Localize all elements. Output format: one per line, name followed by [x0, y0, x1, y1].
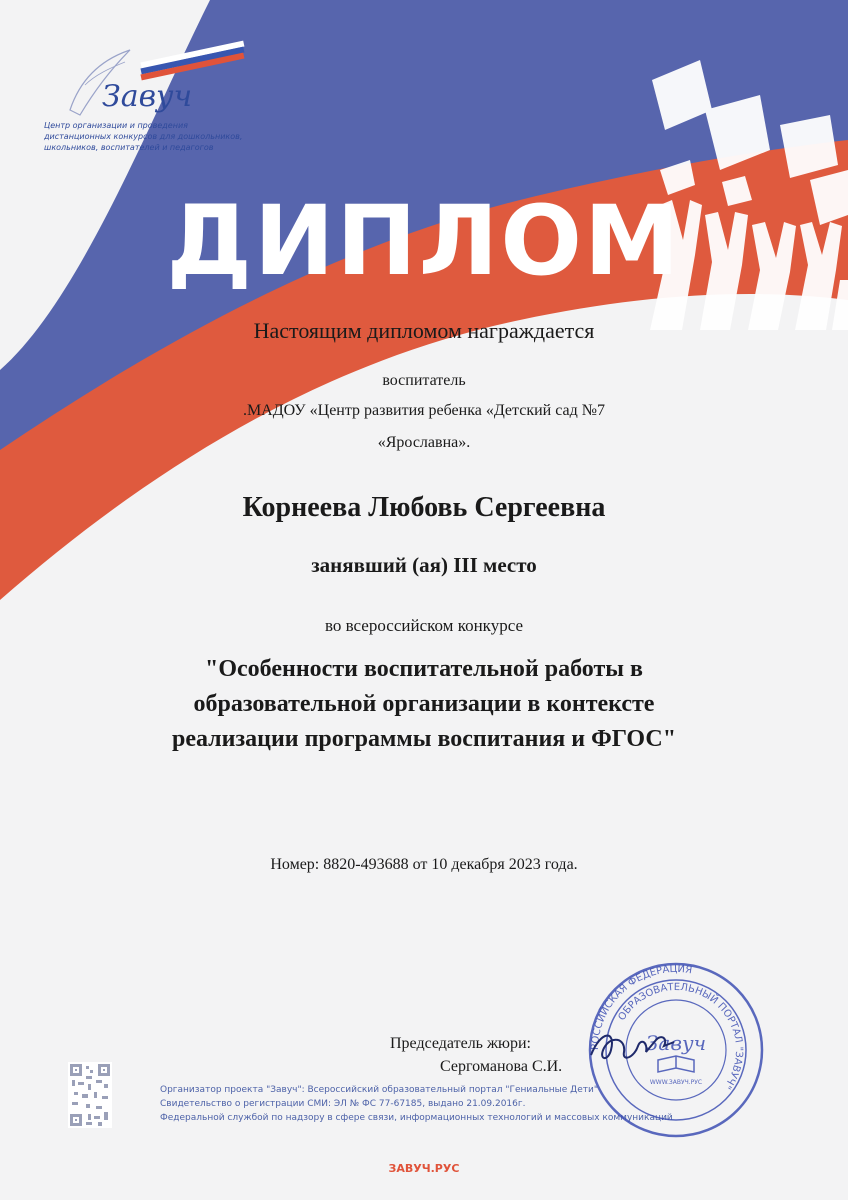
stamp-outer-text: РОССИЙСКАЯ ФЕДЕРАЦИЯ	[589, 963, 693, 1051]
award-place: занявший (ая) III место	[311, 553, 537, 577]
contest-topic-line: реализации программы воспитания и ФГОС"	[171, 726, 677, 752]
organizer-info-line: Свидетельство о регистрации СМИ: ЭЛ № ФС 77-67185, выдано 21.09.2016г.	[160, 1099, 526, 1109]
logo-subtitle-line: школьников, воспитателей и педагогов	[44, 143, 214, 152]
stamp-inner-text: ОБРАЗОВАТЕЛЬНЫЙ ПОРТАЛ "ЗАВУЧ"	[616, 981, 745, 1091]
logo-brand-text: Завуч	[102, 79, 193, 114]
organizer-info-line: Организатор проекта "Завуч": Всероссийский образовательный портал "Гениальные Дети"	[160, 1085, 598, 1095]
organizer-info-line: Федеральной службой по надзору в сфере связи, информационных технологий и массовых коммуникаций	[160, 1113, 673, 1123]
award-intro: Настоящим дипломом награждается	[253, 318, 595, 343]
logo-subtitle-line: Центр организации и проведения	[44, 121, 188, 130]
recipient-role: воспитатель	[382, 372, 466, 389]
recipient-organization-line2: «Ярославна».	[377, 434, 471, 451]
stamp-url: WWW.ЗАВУЧ.РУС	[649, 1079, 703, 1086]
logo-subtitle	[44, 120, 244, 153]
recipient-name: Корнеева Любовь Сергеевна	[242, 492, 606, 523]
diploma-title: ДИПЛОМ	[166, 185, 682, 297]
recipient-organization-line1: .МАДОУ «Центр развития ребенка «Детский сад №7	[242, 402, 606, 419]
jury-chair-label: Председатель жюри:	[390, 1035, 531, 1052]
logo-subtitle-line: дистанционных конкурсов для дошкольников,	[44, 132, 243, 141]
contest-topic	[0, 652, 848, 757]
contest-intro: во всероссийском конкурсе	[324, 616, 524, 635]
signature	[586, 1020, 676, 1070]
diploma-number: Номер: 8820-493688 от 10 декабря 2023 года.	[270, 856, 578, 873]
jury-chair-name: Сергоманова С.И.	[440, 1058, 563, 1075]
site-link[interactable]: ЗАВУЧ.РУС	[388, 1162, 460, 1175]
contest-topic-line: "Особенности воспитательной работы в	[205, 656, 643, 682]
diploma-title-block	[0, 185, 848, 297]
stamp-brand: Завуч	[645, 1031, 707, 1055]
qr-code	[68, 1062, 112, 1128]
contest-topic-line: образовательной организации в контексте	[193, 691, 655, 717]
